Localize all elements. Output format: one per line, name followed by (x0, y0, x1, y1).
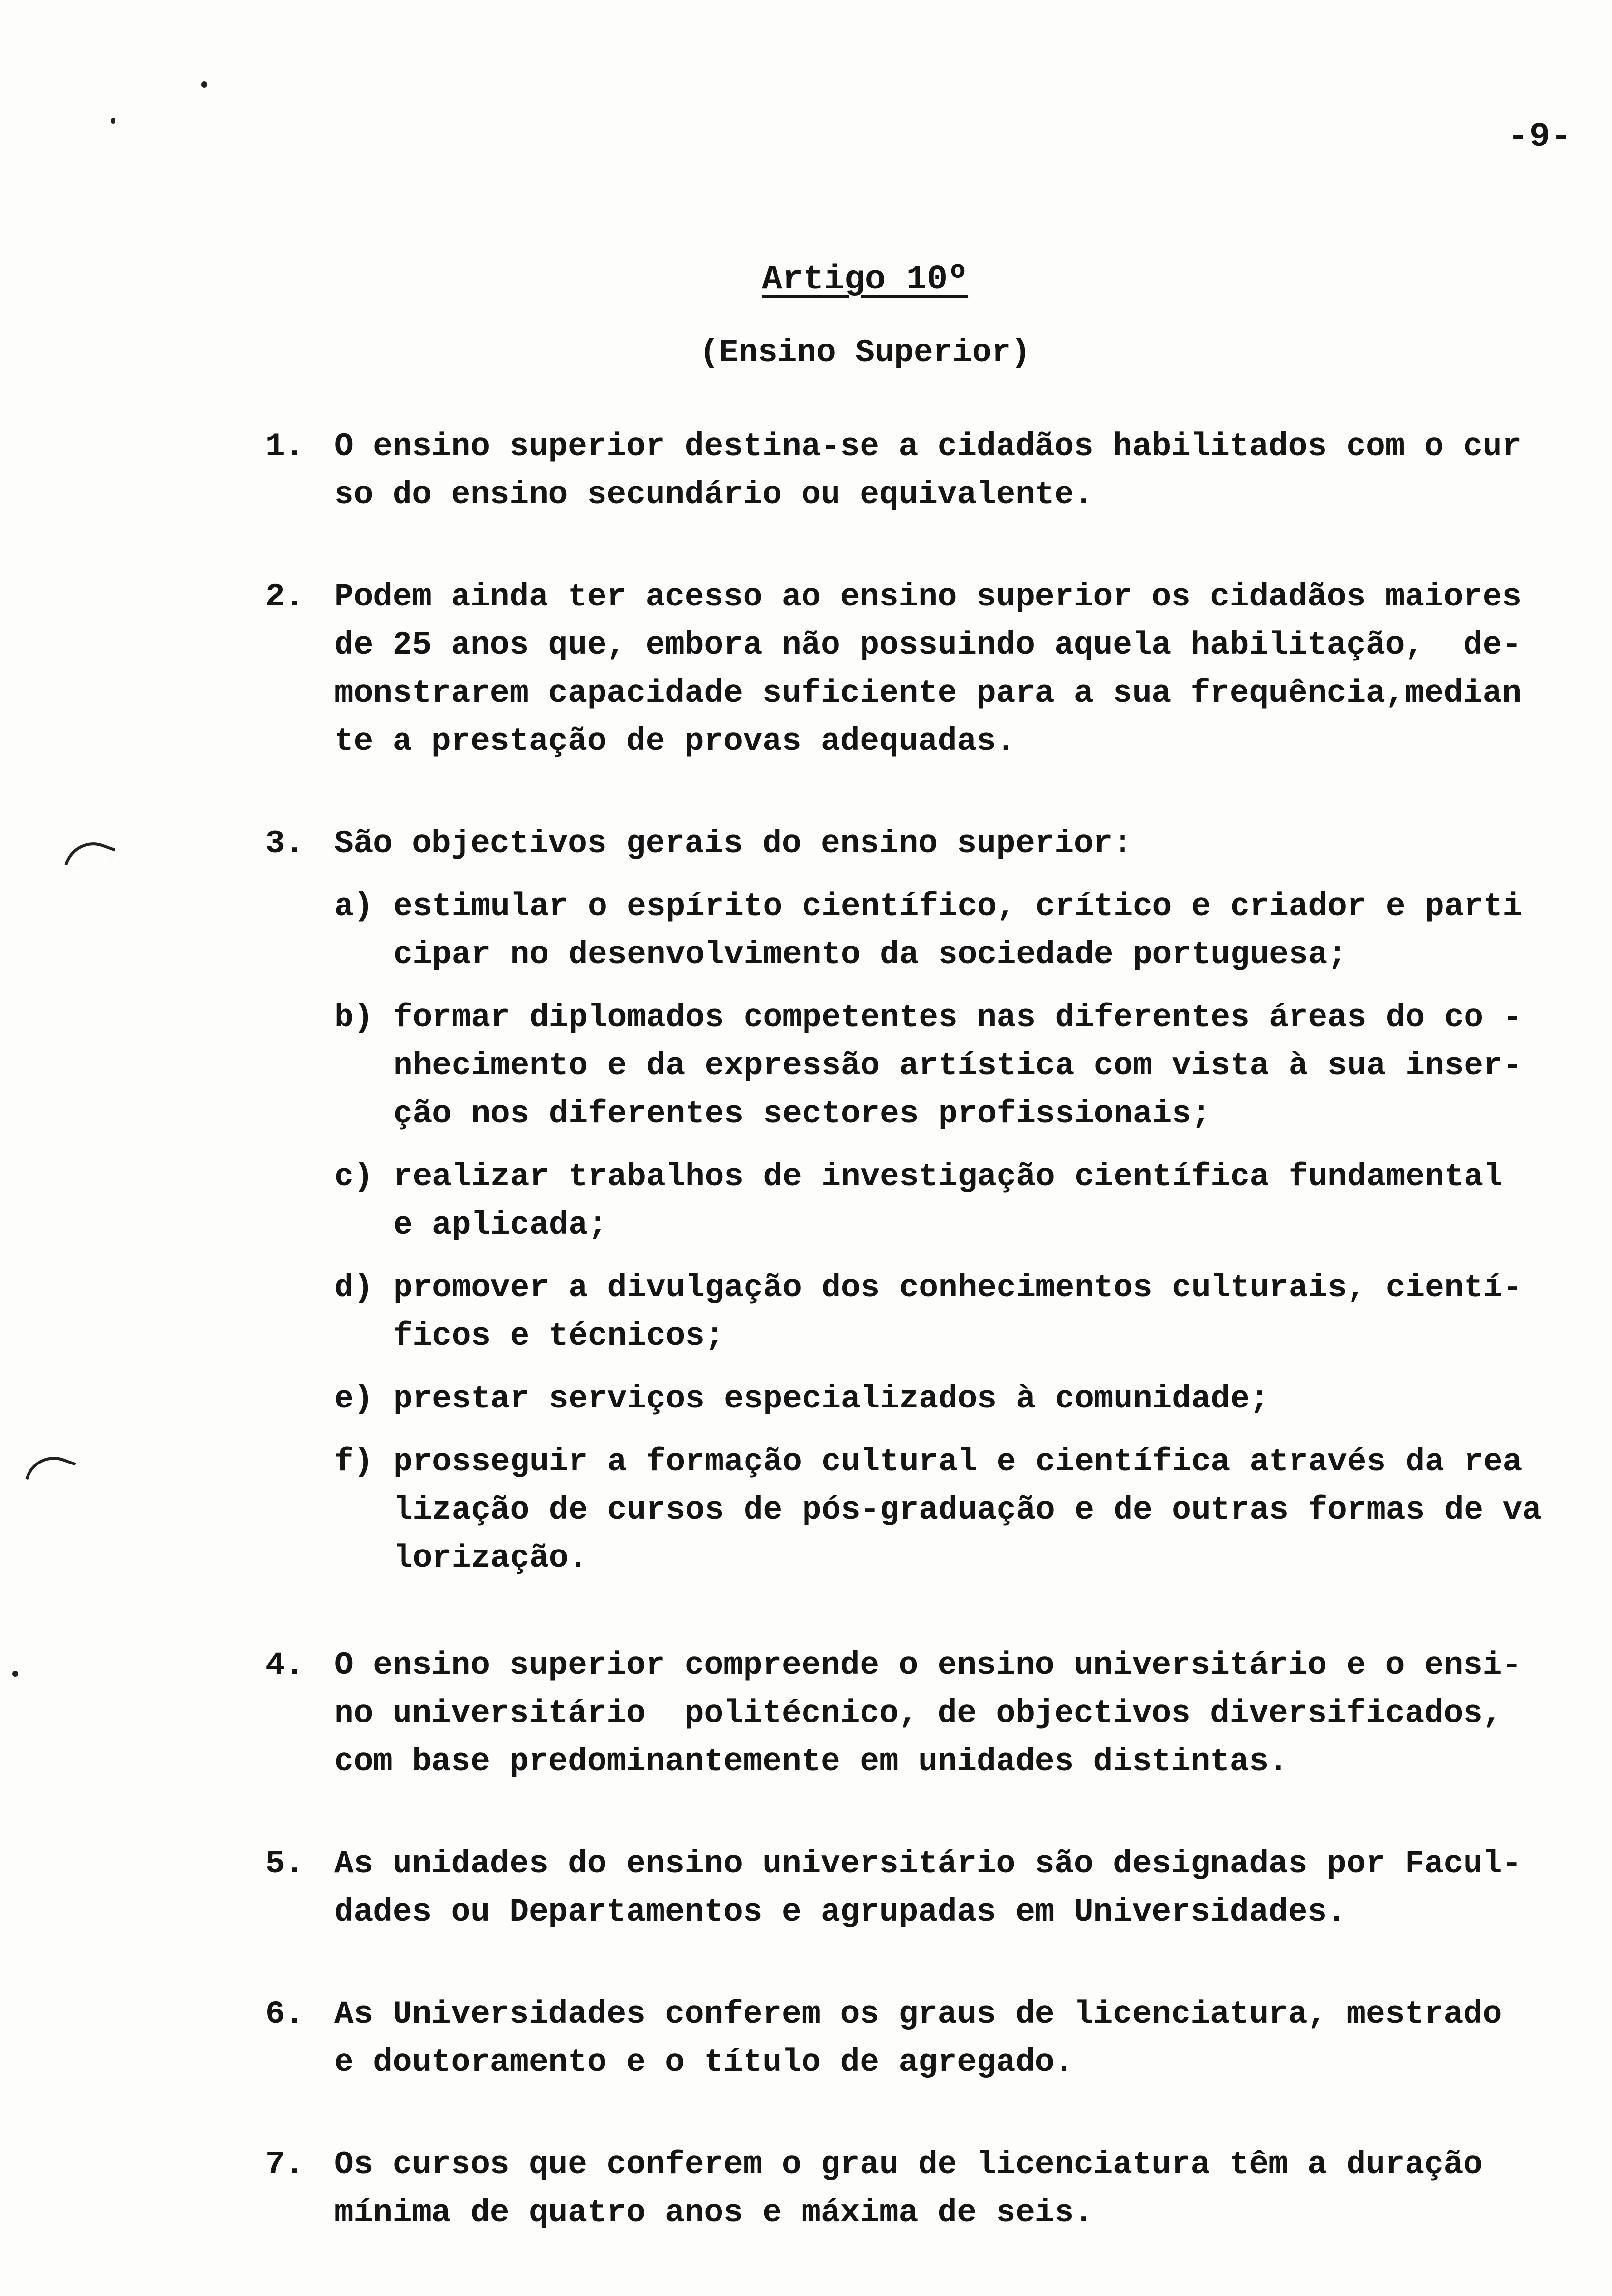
sub-item-line: formar diplomados competentes nas diferentes áreas do co - (393, 999, 1523, 1036)
clause (265, 1840, 1583, 1936)
sub-item-line: prosseguir a formação cultural e científica através da rea (393, 1443, 1523, 1480)
margin-mark (25, 1448, 76, 1493)
sub-item (334, 1375, 1583, 1423)
sub-item-line: estimular o espírito científico, crítico e criador e parti (393, 888, 1523, 925)
sub-item-line: realizar trabalhos de investigação científica fundamental (393, 1158, 1503, 1195)
clause-line: mínima de quatro anos e máxima de seis. (334, 2194, 1094, 2231)
sub-item (334, 1153, 1583, 1249)
clause (265, 2141, 1583, 2237)
clause-line: monstrarem capacidade suficiente para a sua frequência,median (334, 675, 1522, 712)
sub-item-line: cipar no desenvolvimento da sociedade portuguesa; (393, 936, 1347, 973)
sub-item-line: ficos e técnicos; (393, 1318, 724, 1354)
sub-item-letter: f) (334, 1443, 374, 1480)
sub-item-line: promover a divulgação dos conhecimentos culturais, cientí- (393, 1269, 1523, 1306)
sub-item-line: ção nos diferentes sectores profissionais; (393, 1095, 1211, 1132)
clause-line: so do ensino secundário ou equivalente. (334, 476, 1094, 513)
clause-number: 7. (265, 2146, 305, 2183)
sub-item-letter: b) (334, 999, 374, 1036)
article-title: Artigo 10º (761, 260, 969, 299)
clause-line: Podem ainda ter acesso ao ensino superior os cidadãos maiores (334, 578, 1522, 615)
scan-speck (111, 118, 115, 124)
sub-item (334, 1438, 1583, 1582)
clause-line: te a prestação de provas adequadas. (334, 723, 1016, 760)
clause-line: As unidades do ensino universitário são designadas por Facul- (334, 1845, 1522, 1882)
sub-item (334, 994, 1583, 1138)
sub-item-letter: e) (334, 1380, 374, 1417)
clause-line: de 25 anos que, embora não possuindo aquela habilitação, de- (334, 627, 1522, 663)
clause-number: 1. (265, 428, 305, 465)
clause-line: O ensino superior destina-se a cidadãos habilitados com o cur (334, 428, 1522, 465)
clause-number: 4. (265, 1647, 305, 1684)
sub-item (334, 1264, 1583, 1360)
clause-line: As Universidades conferem os graus de licenciatura, mestrado (334, 1996, 1502, 2033)
clause-line: dades ou Departamentos e agrupadas em Universidades. (334, 1894, 1347, 1930)
sub-item (334, 883, 1583, 979)
sub-item-line: e aplicada; (393, 1206, 607, 1243)
clause (265, 1641, 1583, 1786)
article-heading (727, 260, 1003, 299)
clause-number: 5. (265, 1845, 305, 1882)
clause-number: 6. (265, 1996, 305, 2033)
clause-line: e doutoramento e o título de agregado. (334, 2044, 1074, 2081)
clause (265, 573, 1583, 766)
sub-item-line: prestar serviços especializados à comunidade; (393, 1380, 1269, 1417)
sub-item-line: lização de cursos de pós-graduação e de outras formas de va (393, 1492, 1542, 1528)
article-body (265, 423, 1583, 2237)
clause (265, 423, 1583, 519)
scan-speck (12, 1671, 18, 1677)
scan-speck (202, 81, 207, 88)
clause-line: O ensino superior compreende o ensino universitário e o ensi- (334, 1647, 1522, 1684)
clause-number: 3. (265, 825, 305, 862)
clause (265, 1990, 1583, 2087)
clause-number: 2. (265, 578, 305, 615)
clause-line: Os cursos que conferem o grau de licenciatura têm a duração (334, 2146, 1483, 2183)
sub-item-list (334, 883, 1583, 1582)
article-subtitle: (Ensino Superior) (699, 334, 1031, 371)
clause-line: no universitário politécnico, de objectivos diversificados, (334, 1695, 1502, 1732)
clause-line: São objectivos gerais do ensino superior: (334, 825, 1132, 862)
sub-item-line: lorização. (393, 1540, 588, 1577)
sub-item-line: nhecimento e da expressão artística com vista à sua inser- (393, 1047, 1523, 1084)
sub-item-letter: d) (334, 1269, 374, 1306)
clause (265, 820, 1583, 1582)
page-number: -9- (1507, 118, 1573, 157)
sub-item-letter: c) (334, 1158, 374, 1195)
sub-item-letter: a) (334, 888, 374, 925)
clause-line: com base predominantemente em unidades distintas. (334, 1743, 1288, 1780)
margin-mark (64, 834, 115, 879)
